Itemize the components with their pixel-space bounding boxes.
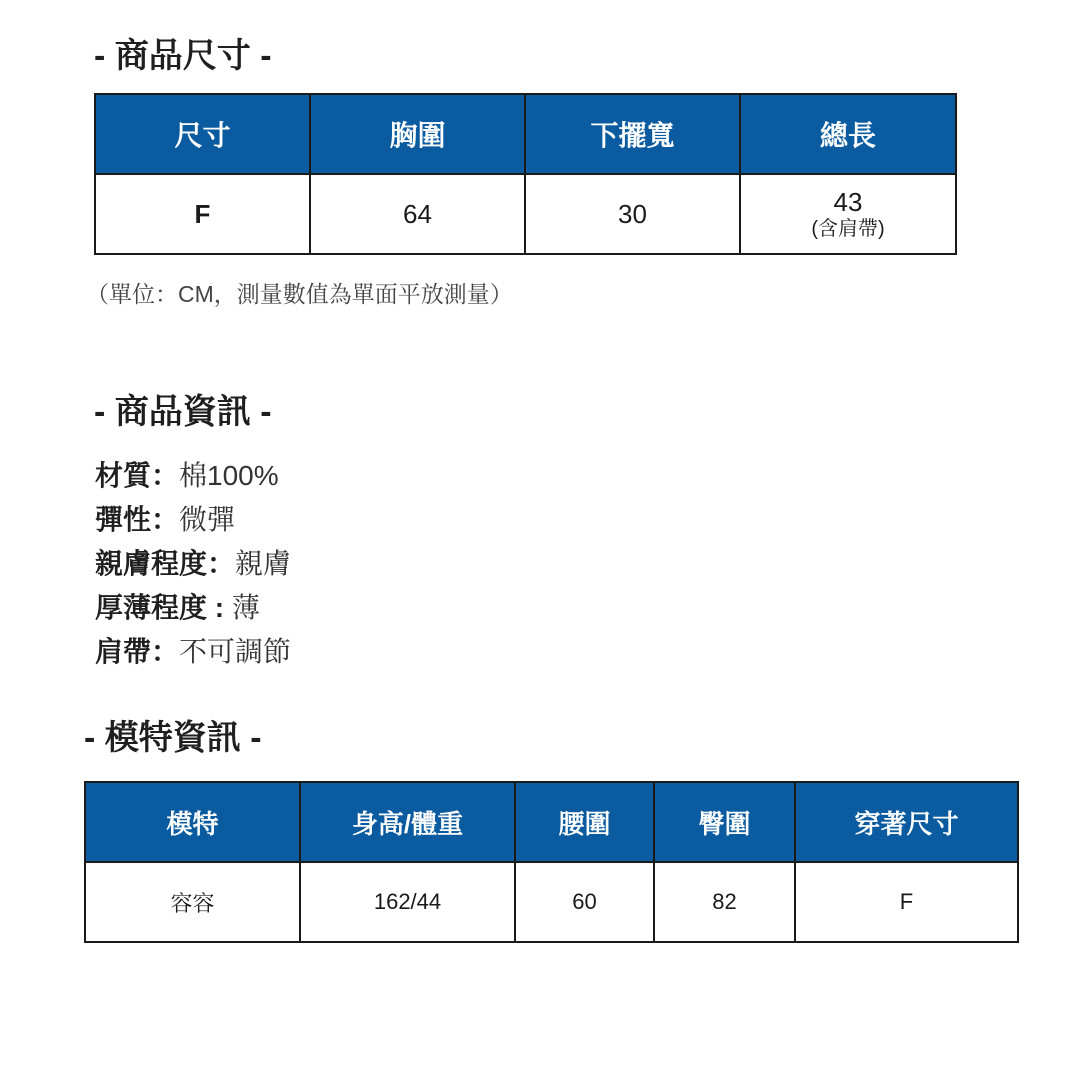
info-item-thickness <box>95 586 291 630</box>
size-header-chest: 胸圍 <box>310 94 525 174</box>
info-item-skin-friendliness <box>95 542 291 586</box>
info-value-material: 棉100% <box>179 460 279 491</box>
model-cell-height-weight: 162/44 <box>300 862 515 942</box>
size-header-hem-width: 下擺寬 <box>525 94 740 174</box>
info-label-straps: 肩帶： <box>95 636 180 667</box>
info-value-skin-friendliness: 親膚 <box>235 548 292 579</box>
size-cell-chest: 64 <box>310 174 525 254</box>
info-item-material <box>95 454 291 498</box>
model-section-title: - 模特資訊 - <box>84 719 262 757</box>
size-table-row <box>95 174 956 254</box>
info-value-thickness: 薄 <box>231 592 260 623</box>
size-cell-length <box>740 174 956 254</box>
size-unit-note: （單位：CM，測量數值為單面平放測量） <box>86 281 513 307</box>
size-cell-length-note: (含肩帶) <box>811 218 885 240</box>
model-header-worn-size: 穿著尺寸 <box>795 782 1018 862</box>
info-item-straps <box>95 630 291 674</box>
size-table-header-row <box>95 94 956 174</box>
size-section-title: - 商品尺寸 - <box>94 37 272 75</box>
model-table <box>84 781 1019 943</box>
info-section-title: - 商品資訊 - <box>94 393 272 431</box>
model-table-row <box>85 862 1018 942</box>
model-cell-model: 容容 <box>85 862 300 942</box>
info-item-elasticity <box>95 498 291 542</box>
model-header-hip: 臀圍 <box>654 782 795 862</box>
model-header-model: 模特 <box>85 782 300 862</box>
size-header-length: 總長 <box>740 94 956 174</box>
info-label-material: 材質： <box>95 460 180 491</box>
model-header-waist: 腰圍 <box>515 782 654 862</box>
size-cell-size: F <box>95 174 310 254</box>
model-cell-waist: 60 <box>515 862 654 942</box>
info-value-elasticity: 微彈 <box>179 504 236 535</box>
info-list <box>95 454 291 674</box>
model-table-header-row <box>85 782 1018 862</box>
info-value-straps: 不可調節 <box>179 636 292 667</box>
model-cell-worn-size: F <box>795 862 1018 942</box>
info-label-skin-friendliness: 親膚程度： <box>95 548 236 579</box>
model-cell-hip: 82 <box>654 862 795 942</box>
size-table <box>94 93 957 255</box>
info-label-thickness: 厚薄程度 : <box>95 592 232 623</box>
model-header-height-weight: 身高/體重 <box>300 782 515 862</box>
info-label-elasticity: 彈性： <box>95 504 180 535</box>
size-cell-length-value: 43 <box>833 187 863 217</box>
size-cell-hem-width: 30 <box>525 174 740 254</box>
size-header-size: 尺寸 <box>95 94 310 174</box>
